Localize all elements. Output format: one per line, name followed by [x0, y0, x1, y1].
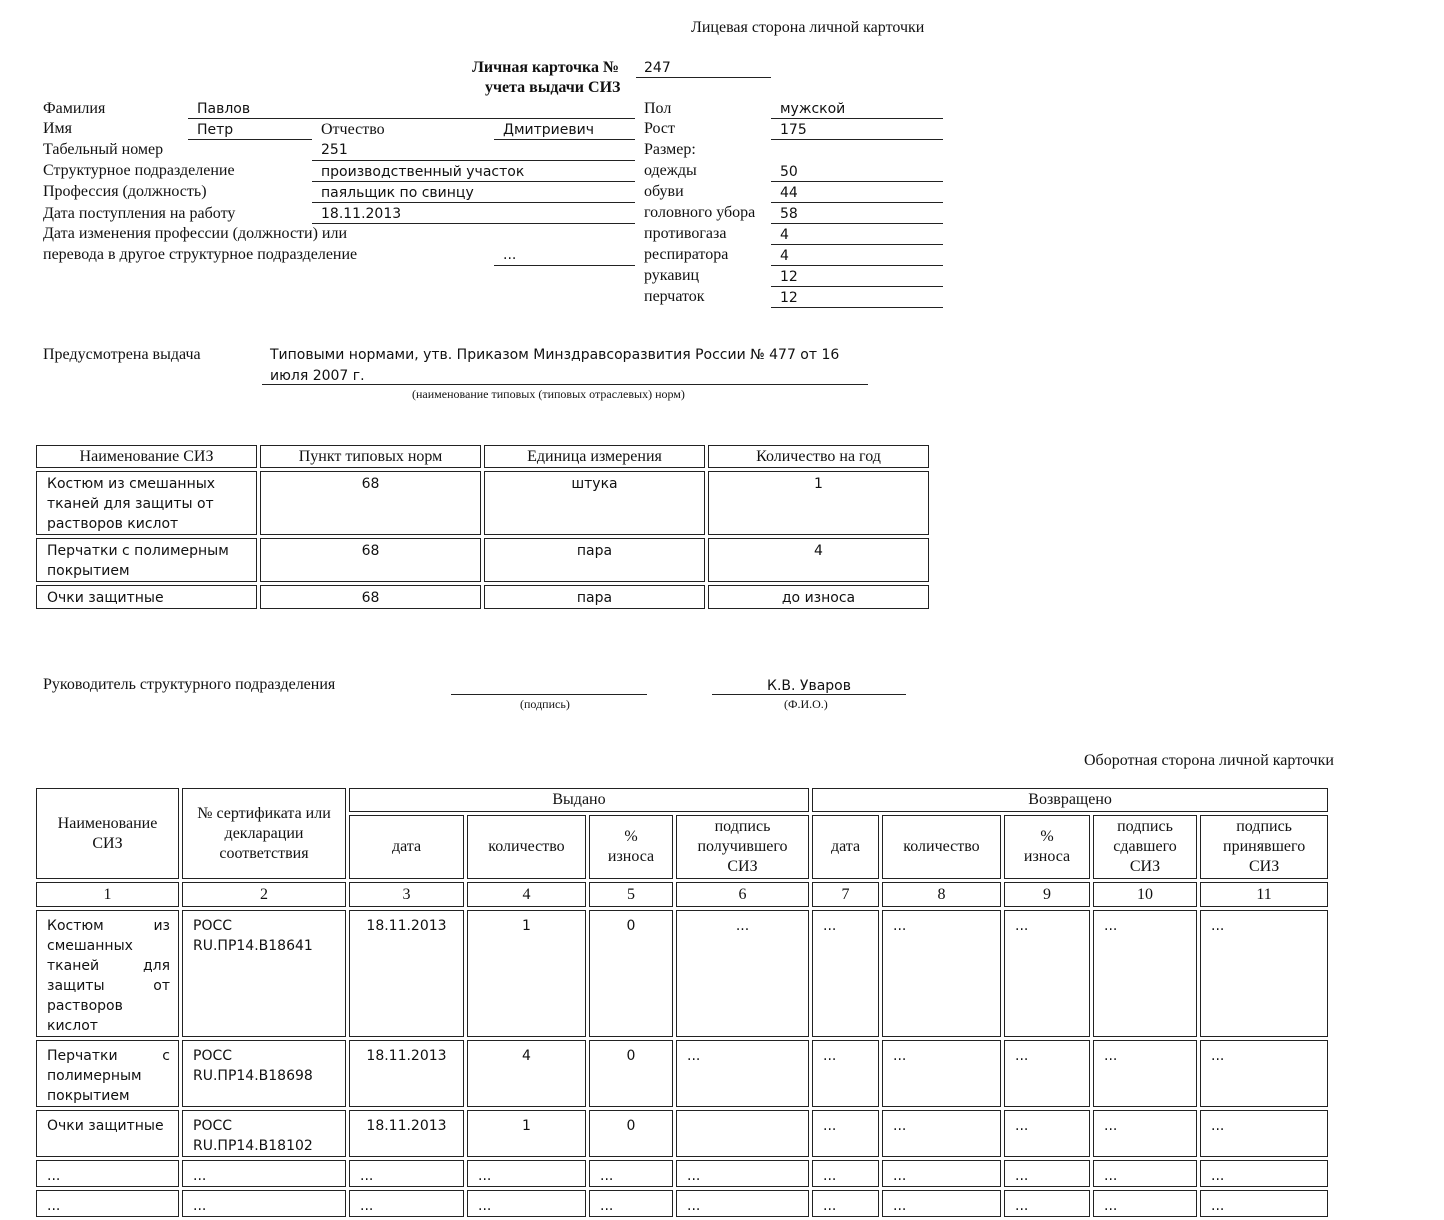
col-number: 1	[36, 882, 179, 907]
size-clothes-label: одежды	[644, 162, 697, 179]
issue-text-line-2: июля 2007 г.	[270, 368, 365, 384]
col-number: 10	[1093, 882, 1197, 907]
card-number: 247	[644, 60, 671, 76]
header-issued-qty: количество	[467, 815, 586, 879]
hire-date-value: 18.11.2013	[321, 206, 402, 222]
log-cell-name: Перчатки с полимерным покрытием	[36, 1040, 179, 1107]
log-cell-cert: ...	[182, 1160, 346, 1187]
header-sign-accepted: подпись принявшего СИЗ	[1200, 815, 1328, 879]
profession-value: паяльщик по свинцу	[321, 185, 474, 201]
card-title-line-1: Личная карточка №	[472, 59, 620, 76]
col-number: 9	[1004, 882, 1090, 907]
table-row	[36, 1160, 1328, 1187]
change-label-2: перевода в другое структурное подразделение	[43, 246, 358, 263]
log-cell-sign	[676, 1110, 809, 1157]
log-cell-return-qty: ...	[882, 1190, 1001, 1217]
size-clothes-line	[771, 181, 943, 182]
size-hat-line	[771, 223, 943, 224]
log-cell-sign-gave: ...	[1093, 910, 1197, 1037]
fio-value: К.В. Уваров	[767, 678, 851, 694]
fio-caption: (Ф.И.О.)	[784, 697, 828, 711]
norms-cell-point: 68	[260, 538, 481, 582]
name-value: Петр	[197, 122, 234, 138]
issue-line	[262, 384, 868, 385]
log-cell-wear: ...	[589, 1190, 673, 1217]
size-respirator-label: респиратора	[644, 246, 729, 263]
header-sign-gave: подпись сдавшего СИЗ	[1093, 815, 1197, 879]
log-cell-sign-accepted: ...	[1200, 910, 1328, 1037]
surname-line	[188, 118, 635, 119]
size-gloves-line	[771, 307, 943, 308]
log-cell-return-date: ...	[812, 1040, 879, 1107]
norms-cell-name: Перчатки с полимерным покрытием	[36, 538, 257, 582]
surname-label: Фамилия	[43, 100, 106, 117]
header-cert: № сертификата или декларации соответствия	[182, 788, 346, 879]
log-cell-cert: РОСС RU.ПР14.В18102	[182, 1110, 346, 1157]
log-cell-return-date: ...	[812, 1160, 879, 1187]
log-cell-return-wear: ...	[1004, 1160, 1090, 1187]
height-line	[771, 139, 943, 140]
change-value: ...	[503, 247, 517, 263]
table-row	[36, 1040, 1328, 1107]
norms-cell-point: 68	[260, 585, 481, 609]
norms-header-name: Наименование СИЗ	[36, 445, 257, 468]
size-respirator-line	[771, 265, 943, 266]
col-number: 7	[812, 882, 879, 907]
log-cell-sign-accepted: ...	[1200, 1160, 1328, 1187]
tab-number-value: 251	[321, 142, 348, 158]
log-cell-return-qty: ...	[882, 1040, 1001, 1107]
change-line	[494, 265, 635, 266]
log-cell-return-date: ...	[812, 910, 879, 1037]
log-cell-sign-accepted: ...	[1200, 1040, 1328, 1107]
col-number: 2	[182, 882, 346, 907]
norms-cell-qty: 1	[708, 471, 929, 535]
header-returned-date: дата	[812, 815, 879, 879]
size-mittens-value: 12	[780, 269, 798, 285]
log-cell-wear: 0	[589, 1040, 673, 1107]
signature-caption: (подпись)	[520, 697, 570, 711]
log-cell-return-qty: ...	[882, 910, 1001, 1037]
log-cell-date: 18.11.2013	[349, 910, 464, 1037]
size-gasmask-value: 4	[780, 227, 789, 243]
log-cell-qty: 1	[467, 910, 586, 1037]
log-cell-wear: ...	[589, 1160, 673, 1187]
sex-value: мужской	[780, 101, 846, 117]
size-mittens-label: рукавиц	[644, 267, 700, 284]
size-shoes-value: 44	[780, 185, 798, 201]
norms-cell-name: Костюм из смешанных тканей для защиты от растворов кислот	[36, 471, 257, 535]
card-title-line-2: учета выдачи СИЗ	[485, 79, 621, 96]
surname-value: Павлов	[197, 101, 251, 117]
table-row	[36, 1110, 1328, 1157]
column-numbers-row	[36, 882, 1328, 907]
hire-date-label: Дата поступления на работу	[43, 205, 236, 222]
hire-date-line	[312, 223, 635, 224]
dept-label: Структурное подразделение	[43, 162, 235, 179]
profession-line	[312, 202, 635, 203]
log-cell-sign-gave: ...	[1093, 1190, 1197, 1217]
norms-cell-unit: пара	[484, 585, 705, 609]
name-line	[188, 139, 312, 140]
size-gasmask-line	[771, 244, 943, 245]
issue-label: Предусмотрена выдача	[43, 346, 201, 363]
size-shoes-label: обуви	[644, 183, 684, 200]
log-cell-sign-gave: ...	[1093, 1110, 1197, 1157]
norms-cell-unit: пара	[484, 538, 705, 582]
profession-label: Профессия (должность)	[43, 183, 207, 200]
size-hat-value: 58	[780, 206, 798, 222]
log-cell-wear: 0	[589, 910, 673, 1037]
log-cell-wear: 0	[589, 1110, 673, 1157]
issue-text-line-1: Типовыми нормами, утв. Приказом Минздравсоразвития России № 477 от 16	[270, 347, 840, 363]
size-gloves-value: 12	[780, 290, 798, 306]
log-cell-sign-gave: ...	[1093, 1160, 1197, 1187]
change-label-1: Дата изменения профессии (должности) или	[43, 225, 348, 242]
card-number-line	[636, 77, 771, 78]
head-label: Руководитель структурного подразделения	[43, 676, 336, 693]
sex-label: Пол	[644, 100, 672, 117]
header-issued: Выдано	[349, 788, 809, 812]
log-cell-date: ...	[349, 1190, 464, 1217]
log-cell-date: 18.11.2013	[349, 1040, 464, 1107]
height-value: 175	[780, 122, 807, 138]
log-cell-name: Очки защитные	[36, 1110, 179, 1157]
norms-table-header	[36, 445, 929, 468]
norms-cell-name: Очки защитные	[36, 585, 257, 609]
norms-header-qty: Количество на год	[708, 445, 929, 468]
size-gloves-label: перчаток	[644, 288, 705, 305]
name-label: Имя	[43, 120, 73, 137]
header-sign-received: подпись получившего СИЗ	[676, 815, 809, 879]
log-cell-return-qty: ...	[882, 1110, 1001, 1157]
tab-number-line	[312, 160, 635, 161]
col-number: 6	[676, 882, 809, 907]
log-cell-qty: ...	[467, 1160, 586, 1187]
log-cell-cert: РОСС RU.ПР14.В18698	[182, 1040, 346, 1107]
dept-value: производственный участок	[321, 164, 525, 180]
header-returned-wear: % износа	[1004, 815, 1090, 879]
log-cell-qty: 1	[467, 1110, 586, 1157]
log-cell-return-wear: ...	[1004, 910, 1090, 1037]
issue-log-table	[33, 785, 1331, 1220]
col-number: 11	[1200, 882, 1328, 907]
front-side-title: Лицевая сторона личной карточки	[691, 19, 925, 36]
col-number: 3	[349, 882, 464, 907]
log-cell-return-qty: ...	[882, 1160, 1001, 1187]
table-row	[36, 538, 929, 582]
log-cell-sign: ...	[676, 1160, 809, 1187]
patronymic-label: Отчество	[321, 121, 385, 138]
signature-line	[451, 694, 647, 695]
log-cell-qty: ...	[467, 1190, 586, 1217]
dept-line	[312, 181, 635, 182]
back-side-title: Оборотная сторона личной карточки	[1084, 752, 1334, 769]
log-cell-return-date: ...	[812, 1110, 879, 1157]
size-respirator-value: 4	[780, 248, 789, 264]
col-number: 4	[467, 882, 586, 907]
norms-cell-point: 68	[260, 471, 481, 535]
log-cell-return-wear: ...	[1004, 1040, 1090, 1107]
log-cell-qty: 4	[467, 1040, 586, 1107]
log-cell-cert: РОСС RU.ПР14.В18641	[182, 910, 346, 1037]
fio-line	[712, 694, 906, 695]
issue-caption: (наименование типовых (типовых отраслевых) норм)	[412, 387, 685, 401]
table-row	[36, 585, 929, 609]
log-cell-name: ...	[36, 1160, 179, 1187]
size-gasmask-label: противогаза	[644, 225, 727, 242]
norms-header-point: Пункт типовых норм	[260, 445, 481, 468]
patronymic-line	[494, 139, 635, 140]
norms-header-unit: Единица измерения	[484, 445, 705, 468]
header-issued-date: дата	[349, 815, 464, 879]
tab-number-label: Табельный номер	[43, 141, 164, 158]
log-cell-cert: ...	[182, 1190, 346, 1217]
table-row	[36, 910, 1328, 1037]
log-cell-sign-gave: ...	[1093, 1040, 1197, 1107]
col-number: 5	[589, 882, 673, 907]
size-hat-label: головного убора	[644, 204, 756, 221]
patronymic-value: Дмитриевич	[503, 122, 594, 138]
size-mittens-line	[771, 286, 943, 287]
col-number: 8	[882, 882, 1001, 907]
log-cell-return-wear: ...	[1004, 1110, 1090, 1157]
size-shoes-line	[771, 202, 943, 203]
log-cell-return-wear: ...	[1004, 1190, 1090, 1217]
norms-table	[33, 442, 932, 612]
header-returned-qty: количество	[882, 815, 1001, 879]
norms-cell-qty: до износа	[708, 585, 929, 609]
log-cell-date: 18.11.2013	[349, 1110, 464, 1157]
log-cell-sign-accepted: ...	[1200, 1110, 1328, 1157]
header-name: Наименование СИЗ	[36, 788, 179, 879]
size-label: Размер:	[644, 141, 696, 158]
size-clothes-value: 50	[780, 164, 798, 180]
sex-line	[771, 118, 943, 119]
log-cell-date: ...	[349, 1160, 464, 1187]
table-row	[36, 471, 929, 535]
log-cell-sign: ...	[676, 1040, 809, 1107]
norms-cell-unit: штука	[484, 471, 705, 535]
norms-cell-qty: 4	[708, 538, 929, 582]
height-label: Рост	[644, 120, 675, 137]
log-cell-return-date: ...	[812, 1190, 879, 1217]
log-cell-sign: ...	[676, 910, 809, 1037]
log-cell-name: Костюм из смешанных тканей для защиты от растворов кислот	[36, 910, 179, 1037]
log-cell-sign: ...	[676, 1190, 809, 1217]
header-returned: Возвращено	[812, 788, 1328, 812]
header-issued-wear: % износа	[589, 815, 673, 879]
log-cell-name: ...	[36, 1190, 179, 1217]
log-cell-sign-accepted: ...	[1200, 1190, 1328, 1217]
